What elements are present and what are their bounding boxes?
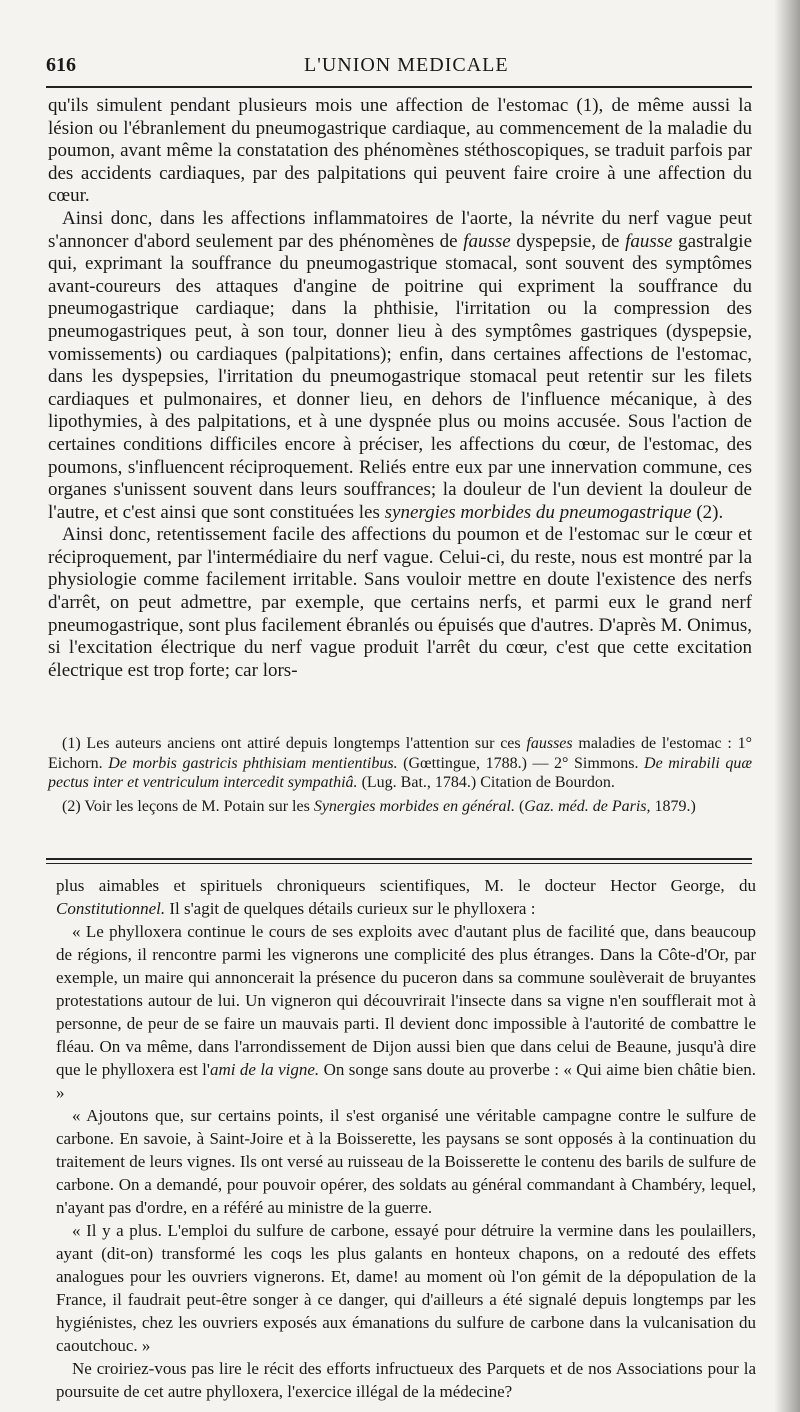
paragraph-text: dyspepsie, de [510,230,626,252]
feuilleton-paragraph [56,874,756,920]
feuilleton-divider [46,858,752,864]
paragraph-text: qu'ils simulent pendant plusieurs mois une affection de l'estomac (1), de même aussi la lésion ou l'ébranlement du pneumogastrique cardiaque, au commencement de la maladie du poumon, avant même la constatation des phénomènes stéthoscopiques, se traduit parfois par des accidents cardiaques, par des palpitations qui peuvent faire croire à une affection du cœur. [48,95,752,207]
feuilleton-paragraph [56,1104,756,1219]
italic-text: fausse [625,230,673,252]
header-rule [46,86,752,88]
footnote-text: (1) Les auteurs anciens ont attiré depuis longtemps l'attention sur ces [62,735,527,752]
body-paragraph [48,208,752,524]
italic-text: ami de la vigne. [209,1060,320,1079]
paragraph-text: (2). [691,501,724,523]
feuilleton-article [56,874,756,1403]
italic-text: synergies morbides du pneumogastrique [384,501,692,523]
main-article [48,95,752,682]
footnotes [48,734,752,820]
italic-text: De mirabili quæ pectus inter et ventriculum intercedit sympathiâ. [48,754,753,791]
footnote-text: ( [514,797,525,815]
paragraph-text: gastralgie qui, exprimant la souffrance du pneumogastrique stomacal, sont souvent des symptômes avant-coureurs des attaques d'angine de poitrine qui expriment la souffrance du pneumogastrique cardiaque; dans la phthisie, l'irritation ou la compression des pneumogastriques peut, à son tour, donner lieu à des symptômes gastriques (dyspepsie, vomissements) ou cardiaques (palpitations); enfin, dans certaines affections de l'estomac, dans les dyspepsies, l'irritation du pneumogastrique stomacal peut retentir sur les filets cardiaques et pulmonaires, et donner lieu, en dehors de l'influence mécanique, à des lipothymies, à des palpitations, et à une dyspnée plus ou moins accusée. Sous l'action de certaines conditions difficiles encore à préciser, les affections du cœur, de l'estomac, des poumons, s'influencent réciproquement. Reliés entre eux par une innervation commune, ces organes s'unissent souvent dans leurs souffrances; la douleur de l'un devient la douleur de l'autre, et c'est ainsi que sont constituées les [48,230,752,523]
feuilleton-paragraph [56,920,756,1104]
paragraph-text: plus aimables et spirituels chroniqueurs scientifiques, M. le docteur Hector George, du [56,876,756,895]
paragraph-text: « Le phylloxera continue le cours de ses exploits avec d'autant plus de facilité que, dans beaucoup de régions, il rencontre parmi les vignerons une complicité des plus étranges. Dans la Côte-d'Or, par exemple, un maire qui annoncerait la présence du puceron dans sa commune soulèverait de bruyantes protestations autour de lui. Un vigneron qui découvrirait l'insecte dans sa vigne n'en soufflerait mot à personne, de peur de se faire un mauvais parti. Il devient donc impossible à l'autorité de combattre le fléau. On va même, dans l'arrondissement de Dijon aussi bien que dans celui de Beaune, jusqu'à dire que le phylloxera est l' [56,922,756,1079]
paragraph-text: On songe sans doute au proverbe : « Qui aime bien châtie bien. » [56,1060,756,1102]
footnote-2 [48,797,752,817]
footnote-text: (2) Voir les leçons de M. Potain sur les [62,797,314,815]
paragraph-text: « Ajoutons que, sur certains points, il s'est organisé une véritable campagne contre le sulfure de carbone. En savoie, à Saint-Joire et à la Boisserette, les paysans se sont opposés à la continuation du traitement de leurs vignes. Ils ont versé au ruisseau de la Boisserette le contenu des barils de sulfure de carbone. On a demandé, pour pouvoir opérer, des soldats au général commandant à Chambéry, lequel, n'ayant pas d'ordre, en a référé au ministre de la guerre. [56,1106,756,1217]
paragraph-text: « Il y a plus. L'emploi du sulfure de carbone, essayé pour détruire la vermine dans les poulaillers, ayant (dit-on) transformé les coqs les plus galants en honteux chapons, on a redouté des effets analogues pour les ouvriers vignerons. Et, dame! au moment où l'on gémit de la dépopulation de la France, il faudrait peut-être songer à ce danger, qui d'ailleurs a été signalé depuis longtemps par les hygiénistes, chez les ouvriers exposés aux émanations du sulfure de carbone dans la vulcanisation du caoutchouc. » [56,1221,756,1355]
paragraph-text: Ne croiriez-vous pas lire le récit des efforts infructueux des Parquets et de nos Associations pour la poursuite de cet autre phylloxera, l'exercice illégal de la médecine? [56,1359,756,1401]
italic-text: fausses [526,735,573,752]
italic-text: De morbis gastricis phthisiam mentientibus. [108,754,398,772]
body-paragraph [48,524,752,682]
footnote-text: (Gœttingue, 1788.) — 2° Simmons. [397,754,645,772]
italic-text: Constitutionnel. [56,899,166,918]
footnote-text: maladies de l'estomac : 1° Eichorn. [48,735,753,772]
running-head: L'UNION MEDICALE [304,54,509,76]
paragraph-text: Ainsi donc, dans les affections inflammatoires de l'aorte, la névrite du nerf vague peut s'annoncer d'abord seulement par des phénomènes de [48,207,752,252]
body-paragraph [48,95,752,208]
footnote-text: 1879.) [650,797,696,815]
feuilleton-paragraph [56,1219,756,1357]
page-edge-shadow [774,0,800,1412]
italic-text: Gaz. méd. de Paris, [524,797,651,815]
page-header [46,54,746,76]
paragraph-text: Il s'agit de quelques détails curieux sur le phylloxera : [165,899,536,918]
paragraph-text: Ainsi donc, retentissement facile des affections du poumon et de l'estomac sur le cœur et réciproquement, par l'intermédiaire du nerf vague. Celui-ci, du reste, nous est montré par la physiologie comme facilement irritable. Sans vouloir mettre en doute l'existence des nerfs d'arrêt, on peut admettre, par exemple, que certains nerfs, et parmi eux le grand nerf pneumogastrique, sont plus facilement ébranlés ou épuisés que d'autres. D'après M. Onimus, si l'excitation électrique du nerf vague produit l'arrêt du cœur, c'est que cette excitation électrique est trop forte; car lors- [48,524,752,681]
footnote-text: (Lug. Bat., 1784.) Citation de Bourdon. [357,774,615,791]
italic-text: fausse [463,230,511,252]
page-number: 616 [46,54,76,76]
feuilleton-paragraph [56,1357,756,1403]
footnote-1 [48,734,752,793]
italic-text: Synergies morbides en général. [313,797,515,815]
